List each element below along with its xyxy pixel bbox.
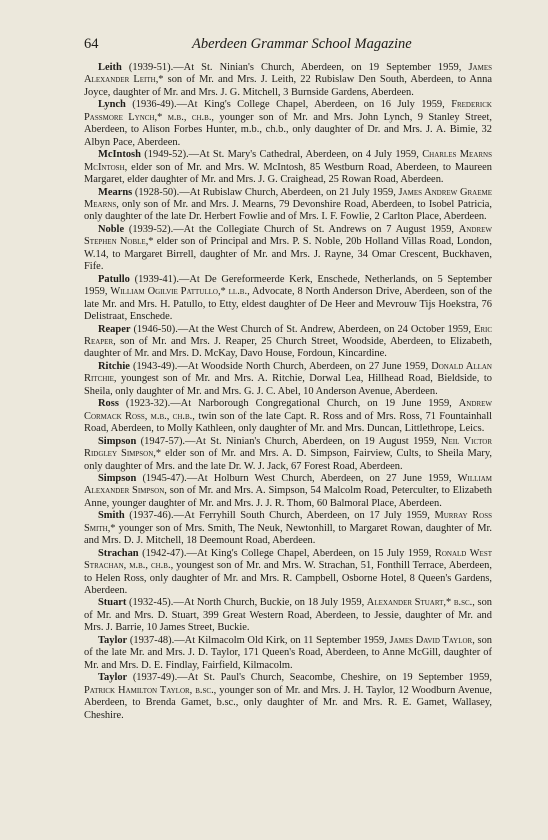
marriage-entry — [84, 99, 492, 149]
marriage-entry — [84, 62, 492, 99]
marriage-entry — [84, 510, 492, 547]
running-title: Aberdeen Grammar School Magazine — [192, 36, 412, 52]
entry-family-details: twin son of the late Capt. R. Ross and of Mrs. Ross, 71 Fountainhall Road, Aberdeen, to Molly Kathleen, only daughter of Mr. and Mrs. Duncan, Littlethrope, Leics. — [84, 410, 492, 435]
marriage-entry — [84, 149, 492, 186]
entry-groom-name: Ronald West Strachan, m.b., ch.b., — [84, 547, 492, 572]
entry-surname: Simpson — [98, 435, 137, 447]
entry-surname: Ritchie — [98, 360, 130, 372]
entry-groom-name: Charles Mearns McIntosh, — [84, 149, 492, 173]
marriage-entry — [84, 324, 492, 361]
entry-family-details: youngest son of Mr. and Mrs. W. Strachan, 51, Fonthill Terrace, Aberdeen, to Helen Ross, only daughter of Mr. and Mrs. R. Campbell, Osborne Hotel, 8 Queen's Gardens, Aberdeen. — [84, 560, 492, 597]
entry-groom-name: Frederick Passmore Lynch,* m.b., ch.b., — [84, 99, 492, 123]
entry-groom-name: Neil Victor Ridgley Simpson,* — [84, 435, 492, 460]
entry-surname: Mearns — [98, 186, 133, 198]
entry-family-details: elder son of Mr. and Mrs. W. McIntosh, 85 Westburn Road, Aberdeen, to Maureen Margaret, elder daughter of Mr. and Mrs. J. G. Craighead, 25 Rowan Road, Aberdeen. — [84, 161, 492, 186]
entry-surname: Leith — [98, 62, 122, 73]
entry-details: (1947-57).—At St. Ninian's Church, Aberdeen, on 19 August 1959, — [136, 435, 441, 447]
entry-surname: Smith — [98, 510, 125, 522]
marriage-entry — [84, 635, 492, 672]
entry-family-details: son of the late Mr. and Mrs. J. D. Taylor, 171 Queen's Road, Aberdeen, to Anne McGill, daughter of Mr. and Mrs. D. E. Findlay, Fairfield, Kilmacolm. — [84, 634, 493, 671]
entry-surname: Stuart — [98, 597, 127, 609]
entry-details: (1946-50).—At the West Church of St. Andrew, Aberdeen, on 24 October 1959, — [130, 323, 474, 335]
entry-family-details: son of Mr. and Mrs. A. Simpson, 54 Malcolm Road, Peterculter, to Elizabeth Anne, younger daughter of Mr. and Mrs. J. J. R. Thom, 60 Balmoral Place, Aberdeen. — [84, 485, 492, 509]
entry-family-details: younger son of Mrs. Smith, The Neuk, Newtonhill, to Margaret Rowan, daughter of Mr. and Mrs. D. J. Mitchell, 18 Deemount Road, Aberdeen. — [84, 522, 492, 547]
entry-family-details: Advocate, 8 North Anderson Drive, Aberdeen, son of the late Mr. and Mrs. H. Patullo, to Etty, eldest daughter of De Heer and Mevrouw Tijs Hoekstra, 76 Delistraat, Enschede. — [84, 286, 493, 323]
entry-groom-name: Andrew Cormack Ross, m.b., ch.b., — [84, 398, 492, 422]
entry-surname: Taylor — [98, 672, 128, 684]
entry-surname: Simpson — [98, 472, 137, 484]
entry-details: (1936-49).—At King's College Chapel, Aberdeen, on 16 July 1959, — [125, 99, 452, 111]
entry-family-details: elder son of Principal and Mrs. P. S. Noble, 20b Holland Villas Road, London, W.14, to Margaret Birrell, daughter of Mr. and Mrs. J. Rayne, 34 Omar Crescent, Buckhaven, Fife. — [84, 236, 493, 273]
entry-family-details: youngest son of Mr. and Mrs. A. Ritchie, Dorwal Lea, Hillhead Road, Bieldside, to Sheila, only daughter of Mr. and Mrs. G. J. C. Abel, 10 Anderson Avenue, Aberdeen. — [84, 373, 492, 397]
entry-surname: Taylor — [98, 634, 128, 646]
entry-groom-name: Donald Allan Ritchie, — [84, 360, 492, 385]
entry-surname: Strachan — [98, 547, 139, 559]
entry-groom-name: William Alexander Simpson, — [84, 472, 492, 497]
entry-details: (1939-51).—At St. Ninian's Church, Aberdeen, on 19 September 1959, — [121, 62, 469, 73]
marriage-entry — [84, 274, 492, 324]
entry-family-details: elder son of Mr. and Mrs. A. D. Simpson, Fairview, Cults, to Sheila Mary, only daughter of Mrs. and the late Dr. W. J. Jack, 67 Forest Road, Aberdeen. — [84, 448, 492, 472]
entry-surname: Ross — [98, 398, 119, 410]
entry-details: (1943-49).—At Woodside North Church, Aberdeen, on 27 June 1959, — [129, 360, 432, 372]
entry-surname: Lynch — [98, 99, 126, 111]
marriage-entry — [84, 436, 492, 473]
entry-family-details: only son of Mr. and Mrs. J. Mearns, 79 Devonshire Road, Aberdeen, to Isobel Patricia, only daughter of the late Dr. Herbert Fowlie and of Mrs. I. F. Fowlie, 2 Carlton Place, Aberdeen. — [84, 198, 492, 223]
entry-details: (1939-41).—At De Gereformeerde Kerk, Enschede, Netherlands, on 5 September 1959, — [84, 273, 492, 298]
entry-details: (1937-48).—At Kilmacolm Old Kirk, on 11 September 1959, — [127, 634, 390, 646]
entry-details: (1942-47).—At King's College Chapel, Aberdeen, on 15 July 1959, — [138, 547, 435, 559]
entry-surname: Noble — [98, 223, 125, 235]
entry-groom-name: Alexander Stuart,* b.sc., — [366, 597, 475, 609]
entry-groom-name: James David Taylor, — [389, 634, 475, 646]
entry-groom-name: James Alexander Leith,* — [84, 62, 492, 86]
entry-groom-name: Murray Ross Smith,* — [84, 510, 492, 534]
marriage-entry — [84, 224, 492, 274]
entry-groom-name: Eric Reaper, — [84, 323, 492, 347]
page-header — [84, 36, 492, 53]
entry-family-details: son of Mr. and Mrs. D. Stuart, 399 Great Western Road, Aberdeen, to Jessie, daughter of Mr. and Mrs. J. Barrie, 10 James Street, Buckie. — [84, 597, 493, 634]
entry-details: (1923-32).—At Narborough Congregational Church, on 19 June 1959, — [118, 398, 459, 410]
entry-details: (1937-46).—At Ferryhill South Church, Aberdeen, on 17 July 1959, — [124, 510, 435, 522]
marriage-entry — [84, 187, 492, 224]
marriage-entry — [84, 548, 492, 598]
marriage-entry — [84, 597, 492, 634]
marriage-entry — [84, 473, 492, 510]
entry-groom-name: Patrick Hamilton Taylor, b.sc., — [84, 684, 217, 696]
entry-details: (1949-52).—At St. Mary's Cathedral, Aberdeen, on 4 July 1959, — [140, 149, 423, 161]
entry-groom-name: Andrew Stephen Noble,* — [84, 223, 492, 248]
entry-surname: Reaper — [98, 323, 131, 335]
entry-family-details: son of Mr. and Mrs. J. Leith, 22 Rubislaw Den South, Aberdeen, to Anna Joyce, daughter of Mr. and Mrs. J. G. Mitchell, 3 Burnside Gardens, Aberdeen. — [84, 74, 492, 98]
marriage-entry — [84, 672, 492, 722]
entry-groom-name: William Ogilvie Pattullo,* ll.b., — [110, 286, 250, 298]
entry-details: (1937-49).—At St. Paul's Church, Seacombe, Cheshire, on 19 September 1959, — [127, 672, 492, 684]
entry-family-details: younger son of Mr. and Mrs. John Lynch, 9 Stanley Street, Aberdeen, to Alison Forbes Hunter, m.b., ch.b., only daughter of Dr. and Mrs. J. A. Bimie, 32 Albyn Pace, Aberdeen. — [84, 111, 492, 148]
page-number: 64 — [84, 36, 99, 52]
entry-family-details: younger son of Mr. and Mrs. J. H. Taylor, 12 Woodburn Avenue, Aberdeen, to Brenda Gamet, b.sc., only daughter of Mr. and Mrs. R. E. Gamet, Wallasey, Cheshire. — [84, 684, 492, 721]
marriage-entries — [84, 62, 492, 722]
entry-details: (1939-52).—At the Collegiate Church of St. Andrews on 7 August 1959, — [124, 223, 459, 235]
entry-details: (1932-45).—At North Church, Buckie, on 18 July 1959, — [126, 597, 367, 609]
entry-details: (1928-50).—At Rubislaw Church, Aberdeen, on 21 July 1959, — [132, 186, 399, 198]
entry-details: (1945-47).—At Holburn West Church, Aberdeen, on 27 June 1959, — [136, 472, 458, 484]
entry-family-details: son of Mr. and Mrs. J. Reaper, 25 Church Street, Woodside, Aberdeen, to Elizabeth, daughter of Mr. and Mrs. D. McKay, Davo House, Fordoun, Kincardine. — [84, 335, 492, 360]
marriage-entry — [84, 361, 492, 398]
entry-surname: McIntosh — [98, 149, 141, 161]
entry-surname: Patullo — [98, 273, 130, 285]
entry-groom-name: James Andrew Graeme Mearns, — [84, 186, 492, 210]
marriage-entry — [84, 398, 492, 435]
